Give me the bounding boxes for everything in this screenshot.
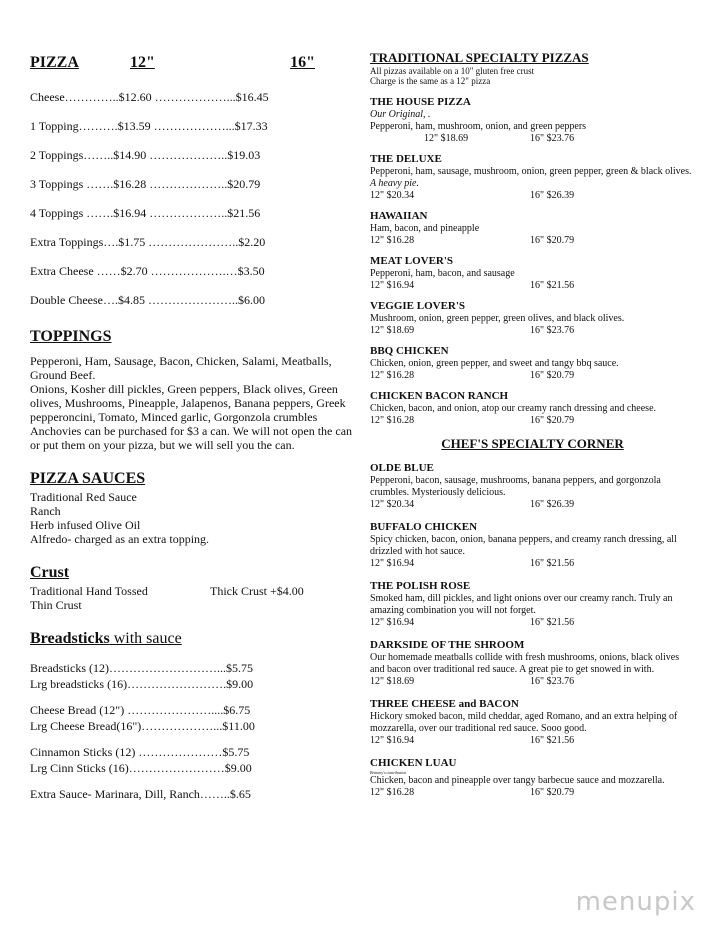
item-name: OLDE BLUE [370,462,434,474]
price-16: 16" $21.56 [530,280,575,291]
price-12: 12" $16.28 [370,370,415,381]
item-prices [370,617,695,629]
item-prices [370,133,695,145]
price-12: 12" $16.94 [370,617,415,628]
price-row: 3 Toppings …….$16.28 ………………..$20.79 [30,177,261,191]
menu-item [370,698,695,747]
item-name: MEAT LOVER'S [370,255,454,267]
breadsticks-title-suffix: with sauce [109,630,182,647]
price-12: 12" $16.94 [370,735,415,746]
price-row: Extra Cheese ……$2.70 ……………….…$3.50 [30,264,265,278]
breadsticks-title [30,630,355,648]
item-description: Our homemade meatballs collide with fresh mushrooms, onions, black olives and bacon over traditional red sauce. A great pie to get snowed in with. [370,652,680,675]
item-prices [370,280,695,292]
breadstick-row: Lrg breadsticks (16)…………………….$9.00 [30,677,254,691]
pizza-price-list [30,90,355,322]
price-16: 16" $21.56 [530,735,575,746]
sauce-item: Alfredo- charged as an extra topping. [30,532,210,546]
sauces-title: PIZZA SAUCES [30,470,146,487]
price-16: 16" $20.79 [530,787,575,798]
crust-row [30,584,355,598]
item-name: CHICKEN BACON RANCH [370,390,509,402]
item-name: DARKSIDE OF THE SHROOM [370,639,525,651]
menu-item [370,300,695,337]
item-prices [370,787,695,799]
price-12: 12" $18.69 [370,325,415,336]
breadstick-row: Breadsticks (12)………………………...$5.75 [30,661,253,675]
crust-hand-tossed: Traditional Hand Tossed [30,584,148,598]
price-12: 12" $16.28 [370,415,415,426]
price-16: 16" $23.76 [530,676,575,687]
price-16: 16" $26.39 [530,190,575,201]
price-16: 16" $20.79 [530,415,575,426]
item-name: HAWAIIAN [370,210,428,222]
item-description: Ham, bacon, and pineapple [370,223,480,234]
toppings-veggies: Onions, Kosher dill pickles, Green peppers, Black olives, Green olives, Mushrooms, Pineapple, Jalapenos, Banana peppers, Greek pepperoncini, Tomato, Minced garlic, Gorgonzola crumbles [30,382,346,424]
item-description: Chicken, onion, green pepper, and sweet and tangy bbq sauce. [370,358,619,369]
item-description: Hickory smoked bacon, mild cheddar, aged Romano, and an extra helping of mozzarella, over our traditional red sauce. Sooo good. [370,711,678,734]
traditional-title: TRADITIONAL SPECIALTY PIZZAS [370,50,589,65]
item-tagline: Our Original, . [370,109,431,120]
item-name: CHICKEN LUAU [370,757,457,769]
menu-item [370,255,695,292]
item-description: Chicken, bacon and pineapple over tangy barbecue sauce and mozzarella. [370,775,665,786]
breadstick-row: Cinnamon Sticks (12) …………………$5.75 [30,745,250,759]
item-prices [370,499,695,511]
charge-note: Charge is the same as a 12" pizza [370,76,491,86]
menu-item [370,462,695,511]
menu-item [370,345,695,382]
toppings-meats: Pepperoni, Ham, Sausage, Bacon, Chicken, Salami, Meatballs, Ground Beef. [30,354,332,382]
chef-items [370,462,695,799]
crust-title: Crust [30,564,70,581]
sauce-item: Traditional Red Sauce [30,490,137,504]
price-12: 12" $16.28 [370,235,415,246]
item-name: THE HOUSE PIZZA [370,96,471,108]
menu-item [370,390,695,427]
price-12: 12" $16.94 [370,558,415,569]
size-12-heading: 12" [130,54,155,71]
item-description: Pepperoni, ham, bacon, and sausage [370,268,515,279]
pizza-heading: PIZZA [30,54,79,71]
size-16-heading: 16" [290,54,315,71]
item-description: Smoked ham, dill pickles, and light onions over our creamy ranch. Truly an amazing combination you will not forget. [370,593,673,616]
item-description: Pepperoni, bacon, sausage, mushrooms, banana peppers, and gorgonzola crumbles. Mysteriously delicious. [370,475,661,498]
item-name: BUFFALO CHICKEN [370,521,478,533]
gluten-free-note: All pizzas available on a 10" gluten free crust [370,66,535,76]
breadstick-row: Cheese Bread (12") …………………....$6.75 [30,703,251,717]
item-name: THREE CHEESE and BACON [370,698,519,710]
left-column [30,54,355,802]
price-12: 12" $20.34 [370,190,415,201]
item-description: Spicy chicken, bacon, onion, banana peppers, and creamy ranch dressing, all drizzled with hot sauce. [370,534,677,557]
extra-sauce-row: Extra Sauce- Marinara, Dill, Ranch……..$.65 [30,787,251,801]
right-column [370,50,695,799]
sauce-item: Herb infused Olive Oil [30,518,141,532]
breadsticks-title-text: Breadsticks [30,630,110,647]
price-16: 16" $21.56 [530,617,575,628]
price-16: 16" $20.79 [530,235,575,246]
traditional-items [370,96,695,427]
price-16: 16" $20.79 [530,370,575,381]
menu-item [370,521,695,570]
price-row: 2 Toppings……..$14.90 ………………..$19.03 [30,148,261,162]
price-16: 16" $21.56 [530,558,575,569]
item-prices [370,735,695,747]
price-12: 12" $16.28 [370,787,415,798]
menu-item [370,210,695,247]
item-description-emphasis: A heavy pie. [370,178,419,189]
menu-item [370,96,695,145]
toppings-title: TOPPINGS [30,328,112,345]
menu-item [370,639,695,688]
price-16: 16" $23.76 [530,133,575,144]
price-12: 12" $16.94 [370,280,415,291]
item-note: Brittany's contribution [370,770,407,775]
menu-item [370,153,695,202]
item-name: BBQ CHICKEN [370,345,449,357]
item-description: Chicken, bacon, and onion, atop our creamy ranch dressing and cheese. [370,403,657,414]
item-prices [370,325,695,337]
menu-item [370,580,695,629]
item-prices [370,676,695,688]
item-name: THE DELUXE [370,153,442,165]
item-name: VEGGIE LOVER'S [370,300,466,312]
price-16: 16" $23.76 [530,325,575,336]
watermark: menupix [575,887,696,917]
price-12: 12" $20.34 [370,499,415,510]
crust-thin: Thin Crust [30,598,82,612]
price-row: 4 Toppings …….$16.94 ………………..$21.56 [30,206,261,220]
item-prices [370,235,695,247]
price-12: 12" $18.69 [370,676,415,687]
item-description: Pepperoni, ham, mushroom, onion, and green peppers [370,121,587,132]
breadstick-row: Lrg Cheese Bread(16")………………...$11.00 [30,719,255,733]
item-prices [370,415,695,427]
price-row: 1 Topping……….$13.59 ………………...$17.33 [30,119,268,133]
price-16: 16" $26.39 [530,499,575,510]
breadstick-row: Lrg Cinn Sticks (16)……………………$9.00 [30,761,252,775]
price-row: Double Cheese….$4.85 …………………..$6.00 [30,293,265,307]
item-prices [370,370,695,382]
price-row: Extra Toppings….$1.75 …………………..$2.20 [30,235,266,249]
menu-item [370,757,695,799]
item-description: Mushroom, onion, green pepper, green olives, and black olives. [370,313,625,324]
price-12: 12" $18.69 [424,133,469,144]
crust-thick: Thick Crust +$4.00 [210,584,304,598]
toppings-anchovies-note: Anchovies can be purchased for $3 a can. We will not open the can or put them on your pizza, but we will sell you the can. [30,424,353,452]
price-row: Cheese…………..$12.60 ………………...$16.45 [30,90,269,104]
item-description: Pepperoni, ham, sausage, mushroom, onion, green pepper, green & black olives. A heavy pie. [370,166,692,189]
item-name: THE POLISH ROSE [370,580,471,592]
sauce-item: Ranch [30,504,61,518]
pizza-header [30,54,355,72]
item-prices [370,558,695,570]
chef-title: CHEF'S SPECIALTY CORNER [441,436,624,451]
item-prices [370,190,695,202]
